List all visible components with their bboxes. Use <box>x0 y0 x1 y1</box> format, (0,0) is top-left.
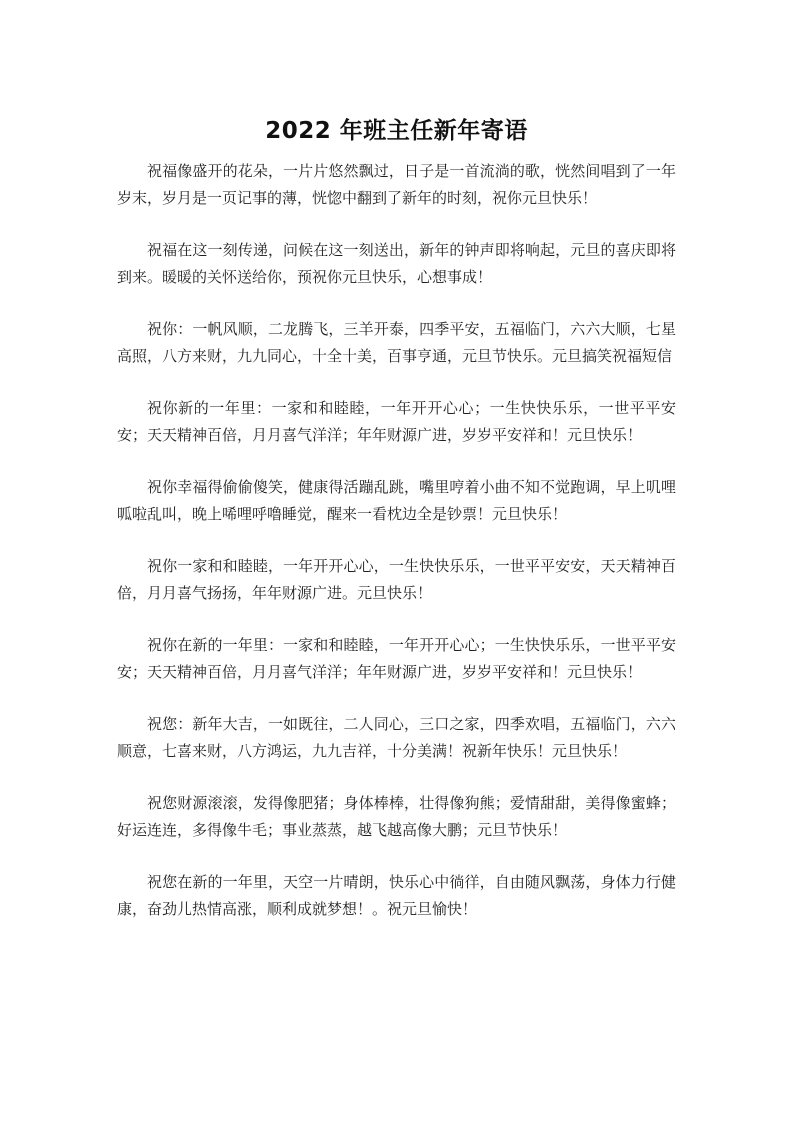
paragraph-2: 祝福在这一刻传递，问候在这一刻送出，新年的钟声即将响起，元旦的喜庆即将到来。暖暖的关怀送给你，预祝你元旦快乐，心想事成！ <box>117 241 676 286</box>
paragraph-4: 祝你新的一年里：一家和和睦睦，一年开开心心；一生快快乐乐，一世平平安安；天天精神百倍，月月喜气洋洋；年年财源广进，岁岁平安祥和！元旦快乐！ <box>117 399 676 444</box>
paragraph-3: 祝你：一帆风顺，二龙腾飞，三羊开泰，四季平安，五福临门，六六大顺，七星高照，八方来财，九九同心，十全十美，百事亨通，元旦节快乐。元旦搞笑祝福短信 <box>117 320 676 365</box>
paragraph-9: 祝您财源滚滚，发得像肥猪；身体棒棒，壮得像狗熊；爱情甜甜，美得像蜜蜂；好运连连，多得像牛毛；事业蒸蒸，越飞越高像大鹏；元旦节快乐！ <box>117 794 676 839</box>
document-title: 2022 年班主任新年寄语 <box>265 118 528 144</box>
paragraph-5: 祝你幸福得偷偷傻笑，健康得活蹦乱跳，嘴里哼着小曲不知不觉跑调，早上叽哩呱啦乱叫，晚上唏哩呼噜睡觉，醒来一看枕边全是钞票！元旦快乐！ <box>117 478 676 523</box>
paragraph-6: 祝你一家和和睦睦，一年开开心心，一生快快乐乐，一世平平安安，天天精神百倍，月月喜气扬扬，年年财源广进。元旦快乐！ <box>117 557 676 602</box>
paragraph-7: 祝你在新的一年里：一家和和睦睦，一年开开心心；一生快快乐乐，一世平平安安；天天精神百倍，月月喜气洋洋；年年财源广进，岁岁平安祥和！元旦快乐！ <box>117 636 676 681</box>
paragraph-8: 祝您：新年大吉，一如既往，二人同心，三口之家，四季欢唱，五福临门，六六顺意，七喜来财，八方鸿运，九九吉祥，十分美满！祝新年快乐！元旦快乐！ <box>117 715 676 760</box>
paragraph-10: 祝您在新的一年里，天空一片晴朗，快乐心中徜徉，自由随风飘荡，身体力行健康，奋劲儿热情高涨，顺利成就梦想！。祝元旦愉快！ <box>117 873 676 918</box>
paragraph-1: 祝福像盛开的花朵，一片片悠然飘过，日子是一首流淌的歌，恍然间唱到了一年岁末，岁月是一页记事的薄，恍惚中翻到了新年的时刻，祝你元旦快乐！ <box>117 162 676 207</box>
